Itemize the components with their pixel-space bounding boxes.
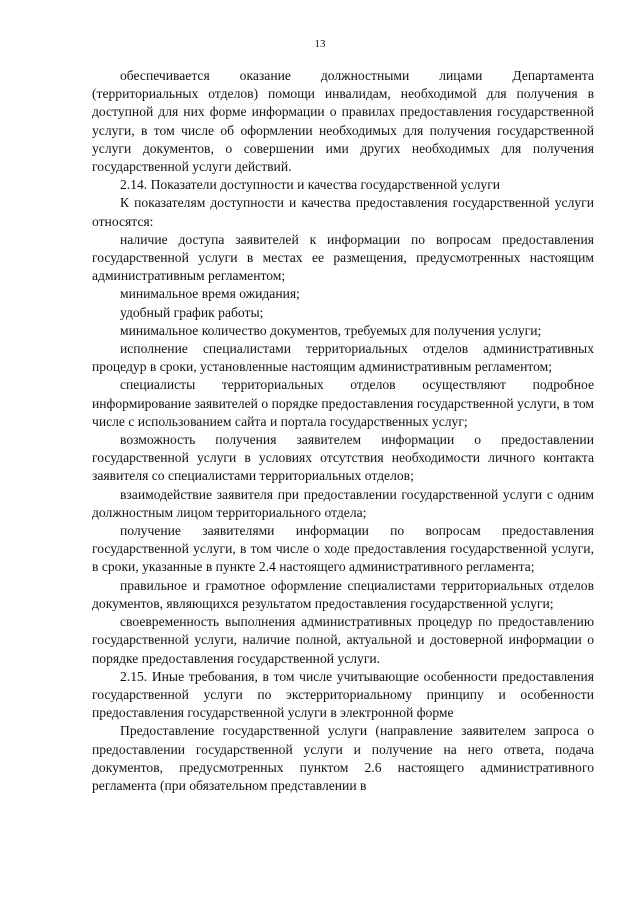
list-item-remote-info: возможность получения заявителем информации о предоставлении государственной услуги в условиях отсутствия необходимости личного контакта заявителя со специалистами территориальных отделов;	[92, 432, 594, 484]
paragraph-assistance-disabled: обеспечивается оказание должностными лицами Департамента (территориальных отделов) помощи инвалидам, необходимой для получения в доступной для них форме информации о правилах предоставления государственной услуги, в том числе об оформлении необходимых для получения государственной услуги документов, о совершении ими других необходимых для получения государственной услуги действий.	[92, 68, 594, 175]
list-item-schedule: удобный график работы;	[120, 304, 264, 320]
list-item-min-documents: минимальное количество документов, требуемых для получения услуги;	[120, 322, 542, 338]
list-item-min-wait: минимальное время ожидания;	[120, 286, 300, 302]
paragraph-service-provision: Предоставление государственной услуги (направление заявителем запроса о предоставлении государственной услуги и получение на него ответа, подача документов, предусмотренных пунктом 2.6 настоящего административного регламента (при обязательном представлении в	[92, 723, 594, 793]
list-item-access-info: наличие доступа заявителей к информации по вопросам предоставления государственной услуги в местах ее размещения, предусмотренных настоящим административным регламентом;	[92, 231, 594, 284]
list-item-single-official: взаимодействие заявителя при предоставлении государственной услуги с одним должностным лицом территориального отдела;	[92, 486, 594, 520]
section-heading-2-14: 2.14. Показатели доступности и качества государственной услуги	[120, 177, 501, 193]
list-item-progress-info: получение заявителями информации по вопросам предоставления государственной услуги, в том числе о ходе предоставления государственной услуги, в сроки, указанные в пункте 2.4 настоящего административного регламента;	[92, 523, 594, 575]
paragraph-indicators-intro: К показателям доступности и качества предоставления государственной услуги относятся:	[92, 195, 594, 229]
page-body	[92, 67, 594, 795]
section-heading-2-15: 2.15. Иные требования, в том числе учитывающие особенности предоставления государственной услуги по экстерриториальному принципу и особенности предоставления государственной услуги в электронной форме	[92, 668, 594, 721]
list-item-timeliness: своевременность выполнения административных процедур по предоставлению государственной услуги, наличие полной, актуальной и достоверной информации о порядке предоставления государственной услуги.	[92, 614, 594, 666]
list-item-procedures-deadlines: исполнение специалистами территориальных отделов административных процедур в сроки, установленные настоящим административным регламентом;	[92, 341, 594, 375]
list-item-detailed-informing: специалисты территориальных отделов осуществляют подробное информирование заявителей о порядке предоставления государственной услуги, в том числе с использованием сайта и портала государственных услуг;	[92, 377, 594, 429]
list-item-correct-documents: правильное и грамотное оформление специалистами территориальных отделов документов, являющихся результатом предоставления государственной услуги;	[92, 577, 594, 611]
page-number: 13	[314, 38, 326, 50]
